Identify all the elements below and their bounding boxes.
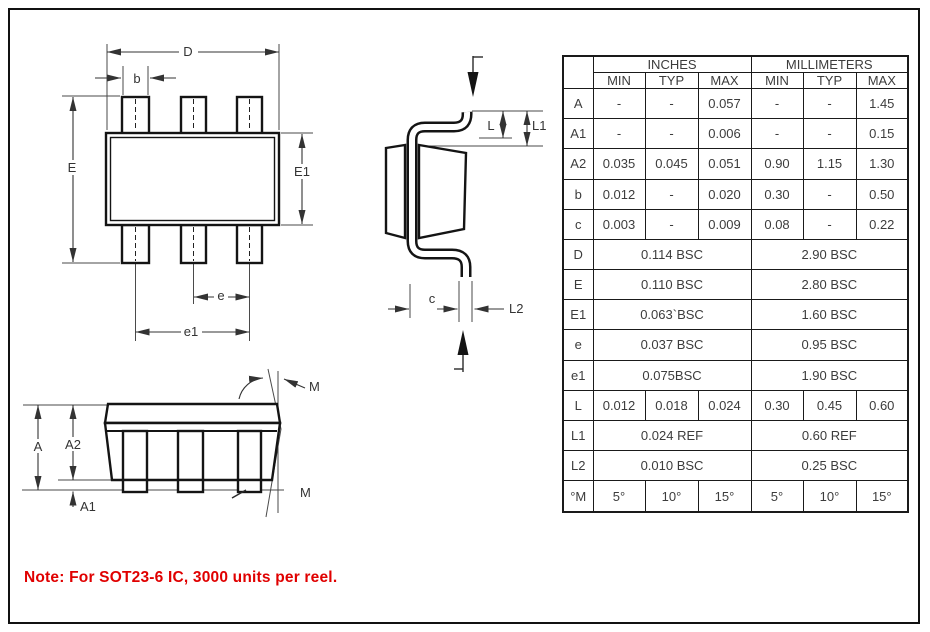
dim-value: -: [751, 119, 803, 149]
reel-note: Note: For SOT23-6 IC, 3000 units per reel.: [24, 569, 338, 586]
dim-value: 0.90: [751, 149, 803, 179]
dim-value: -: [645, 89, 698, 119]
dim-value: -: [645, 179, 698, 209]
unit-header-row: [563, 56, 908, 73]
dim-value: 0.063`BSC: [593, 300, 751, 330]
dim-A2: [61, 405, 85, 480]
dim-row-E1: [563, 300, 908, 330]
dim-value: 5°: [751, 481, 803, 512]
dim-value: 0.003: [593, 209, 645, 239]
dim-value: 2.80 BSC: [751, 270, 908, 300]
dim-value: 0.010 BSC: [593, 451, 751, 481]
dim-param: A2: [563, 149, 593, 179]
dim-value: 0.30: [751, 390, 803, 420]
dim-value: 0.018: [645, 390, 698, 420]
dim-value: 1.60 BSC: [751, 300, 908, 330]
dim-value: 0.037 BSC: [593, 330, 751, 360]
dim-label-e1: e1: [183, 324, 199, 339]
dim-label-A2: A2: [65, 437, 81, 452]
dim-value: 0.50: [856, 179, 908, 209]
dim-A1: [73, 492, 96, 515]
dim-value: 0.020: [698, 179, 751, 209]
dim-label-M-top: M: [309, 379, 320, 394]
top-view-drawing: [62, 44, 313, 341]
dim-value: 1.30: [856, 149, 908, 179]
dim-label-b: b: [133, 71, 141, 86]
dim-value: 0.051: [698, 149, 751, 179]
dim-value: -: [803, 119, 856, 149]
dim-A: [30, 405, 46, 490]
dim-L2: [475, 301, 524, 316]
dim-param: c: [563, 209, 593, 239]
dim-param: E1: [563, 300, 593, 330]
dim-value: 0.012: [593, 390, 645, 420]
dim-row-°M: [563, 481, 908, 512]
col-header: TYP: [803, 73, 856, 89]
dim-value: 10°: [803, 481, 856, 512]
dim-row-c: [563, 209, 908, 239]
dim-value: -: [751, 89, 803, 119]
dim-E1: [291, 134, 313, 224]
dim-row-L2: [563, 451, 908, 481]
dim-row-A1: [563, 119, 908, 149]
dim-param: e1: [563, 360, 593, 390]
dim-value: 0.057: [698, 89, 751, 119]
dim-L: [487, 111, 503, 138]
package-body-outline: [106, 133, 279, 225]
dimension-table: [562, 55, 909, 513]
dim-param: D: [563, 239, 593, 269]
dim-value: 1.45: [856, 89, 908, 119]
dim-value: 0.024 REF: [593, 420, 751, 450]
dim-value: 10°: [645, 481, 698, 512]
dim-label-L2: L2: [509, 301, 524, 316]
param-header-cell: [563, 56, 593, 89]
dim-value: 0.012: [593, 179, 645, 209]
dim-value: -: [803, 179, 856, 209]
dim-value: 0.024: [698, 390, 751, 420]
dim-value: 0.95 BSC: [751, 330, 908, 360]
dim-row-A2: [563, 149, 908, 179]
side-view-drawing: [386, 56, 546, 372]
millimeters-header: MILLIMETERS: [751, 56, 908, 73]
dim-row-E: [563, 270, 908, 300]
dim-label-e: e: [217, 288, 225, 303]
dim-label-L1: L1: [532, 118, 547, 133]
dim-value: -: [803, 89, 856, 119]
dim-row-A: [563, 89, 908, 119]
dim-param: e: [563, 330, 593, 360]
dim-value: 2.90 BSC: [751, 239, 908, 269]
dim-label-E: E: [67, 160, 77, 175]
dim-e: [194, 288, 250, 303]
dim-value: 0.15: [856, 119, 908, 149]
dim-row-b: [563, 179, 908, 209]
dim-label-A1: A1: [80, 499, 96, 514]
dim-value: 15°: [698, 481, 751, 512]
front-view-drawing: [22, 369, 320, 517]
body-top-face: [105, 404, 280, 423]
dim-value: -: [645, 209, 698, 239]
col-header: MIN: [751, 73, 803, 89]
dim-row-L: [563, 390, 908, 420]
dim-row-L1: [563, 420, 908, 450]
dim-label-D: D: [183, 44, 193, 59]
min-typ-max-header-row: [563, 73, 908, 89]
dim-param: b: [563, 179, 593, 209]
front-leads: [123, 431, 261, 492]
dim-value: 0.114 BSC: [593, 239, 751, 269]
dim-value: 0.006: [698, 119, 751, 149]
dim-value: -: [593, 89, 645, 119]
dim-param: L2: [563, 451, 593, 481]
dim-value: 0.22: [856, 209, 908, 239]
dim-label-M-bottom: M: [300, 485, 311, 500]
dim-c: [388, 291, 458, 309]
dim-label-E1: E1: [294, 164, 310, 179]
dim-param: E: [563, 270, 593, 300]
dim-value: 15°: [856, 481, 908, 512]
dim-e1: [136, 324, 250, 339]
dim-value: -: [803, 209, 856, 239]
dim-value: 0.30: [751, 179, 803, 209]
dim-param: A: [563, 89, 593, 119]
dim-D: [107, 44, 279, 59]
dim-param: A1: [563, 119, 593, 149]
dim-value: -: [593, 119, 645, 149]
dim-value: 0.60 REF: [751, 420, 908, 450]
dim-value: 0.60: [856, 390, 908, 420]
col-header: MAX: [856, 73, 908, 89]
dim-value: 1.90 BSC: [751, 360, 908, 390]
inches-header: INCHES: [593, 56, 751, 73]
dim-label-L: L: [487, 118, 495, 133]
dim-value: 1.15: [803, 149, 856, 179]
dim-value: 0.25 BSC: [751, 451, 908, 481]
datum-arrow-bottom: [454, 330, 469, 372]
dim-param: °M: [563, 481, 593, 512]
col-header: TYP: [645, 73, 698, 89]
dim-param: L: [563, 390, 593, 420]
col-header: MIN: [593, 73, 645, 89]
dim-M-top: [239, 378, 320, 399]
dim-value: 0.045: [645, 149, 698, 179]
dimension-table-body: [563, 89, 908, 513]
dim-value: 0.08: [751, 209, 803, 239]
dim-row-D: [563, 239, 908, 269]
dim-value: 0.45: [803, 390, 856, 420]
body-left-edge: [386, 145, 405, 238]
dim-row-e: [563, 330, 908, 360]
dim-value: 0.009: [698, 209, 751, 239]
dim-value: 5°: [593, 481, 645, 512]
dim-value: -: [645, 119, 698, 149]
dim-value: 0.035: [593, 149, 645, 179]
dim-E: [64, 97, 81, 262]
body-side-profile: [419, 145, 466, 238]
dim-row-e1: [563, 360, 908, 390]
dim-label-A: A: [33, 439, 43, 454]
dim-L1: [527, 111, 546, 146]
col-header: MAX: [698, 73, 751, 89]
dim-value: 0.075BSC: [593, 360, 751, 390]
dim-value: 0.110 BSC: [593, 270, 751, 300]
dim-label-c: c: [428, 291, 436, 306]
datum-arrow-top: [468, 56, 484, 97]
dim-param: L1: [563, 420, 593, 450]
